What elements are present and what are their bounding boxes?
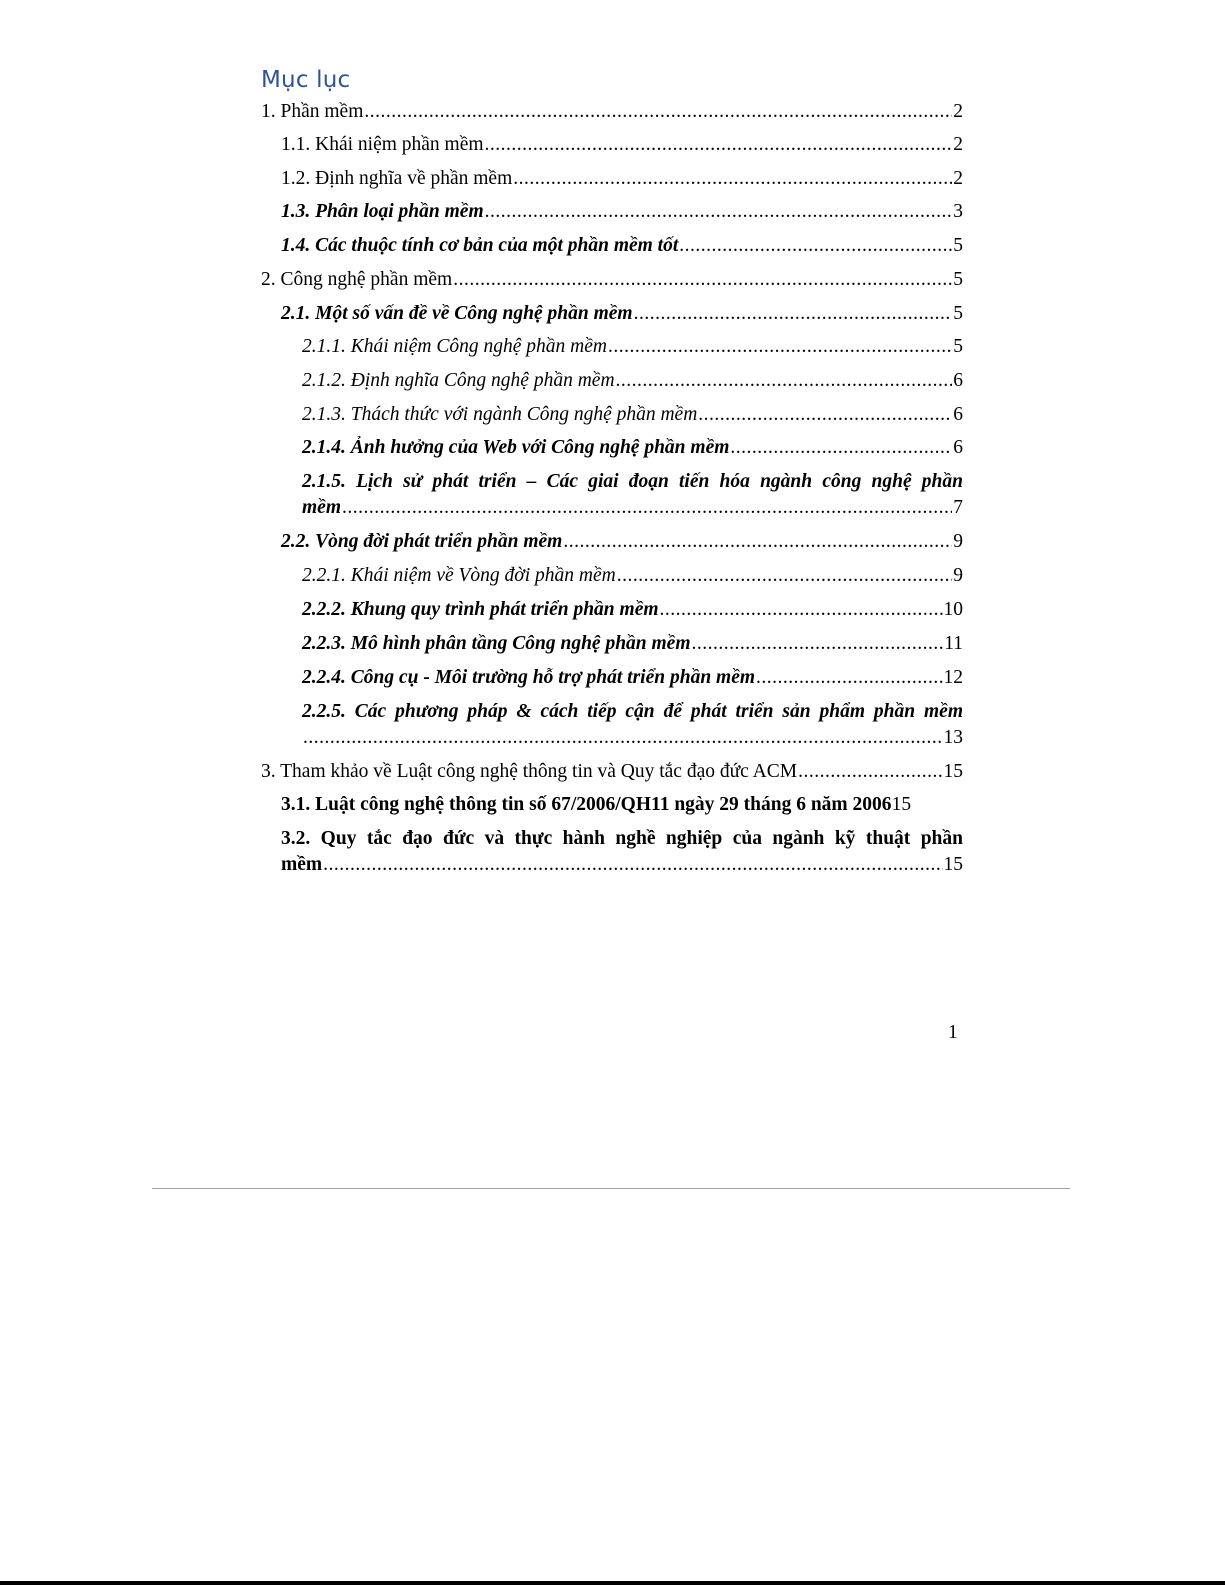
toc-entry-text: 2.2. Vòng đời phát triển phần mềm [281, 531, 563, 552]
page-number: 1 [948, 1022, 958, 1043]
toc-entry-page: 2 [953, 134, 963, 155]
toc-entry-text-continued: mềm [281, 854, 323, 875]
toc-title: Mục lục [261, 67, 351, 93]
dot-leader [756, 665, 942, 691]
toc-entry-page: 15 [943, 761, 963, 782]
toc-entry-text: 2.2.1. Khái niệm về Vòng đời phần mềm [302, 565, 616, 586]
dot-leader [730, 435, 952, 461]
toc-entry-text: 3. Tham khảo về Luật công nghệ thông tin và Quy tắc đạo đức ACM [261, 761, 798, 782]
toc-entry[interactable] [261, 166, 963, 192]
dot-leader [660, 597, 943, 623]
dot-leader [798, 759, 942, 785]
toc-entry[interactable] [261, 759, 963, 785]
toc-entry[interactable] [261, 334, 963, 360]
dot-leader [485, 132, 953, 158]
toc-entry-page: 10 [943, 599, 963, 620]
toc-entry-text: 2.1.3. Thách thức với ngành Công nghệ phần mềm [302, 404, 698, 425]
toc-entry-text-continued: mềm [302, 497, 341, 518]
dot-leader [692, 631, 944, 657]
dot-leader [342, 495, 952, 521]
toc-entry-text: 2.1.1. Khái niệm Công nghệ phần mềm [302, 336, 607, 357]
toc-entry-text: 2.1. Một số vấn đề về Công nghệ phần mềm [281, 303, 633, 324]
toc-entry[interactable] [261, 301, 963, 327]
dot-leader [616, 368, 953, 394]
dot-leader [513, 166, 952, 192]
toc-entry-page: 9 [953, 531, 963, 552]
dot-leader [364, 99, 952, 125]
toc-entry-text: 3.1. Luật công nghệ thông tin số 67/2006/QH11 ngày 29 tháng 6 năm 2006 [281, 794, 892, 815]
toc-entry-page: 7 [953, 497, 963, 518]
toc-entry[interactable] [261, 563, 963, 589]
toc-entry[interactable] [261, 402, 963, 428]
toc-entry[interactable] [261, 199, 963, 225]
toc-entry[interactable] [261, 631, 963, 657]
toc-entry-page: 9 [953, 565, 963, 586]
toc-entry[interactable] [261, 368, 963, 394]
toc-entry-text: 1.3. Phân loại phần mềm [281, 201, 484, 222]
toc-entry-page: 6 [953, 370, 963, 391]
toc-entry-text: 1. Phần mềm [261, 101, 364, 122]
toc-entry-page: 6 [953, 404, 963, 425]
toc-entry[interactable] [261, 267, 963, 293]
dot-leader [679, 233, 952, 259]
toc-entry-page: 12 [943, 667, 963, 688]
toc-entry-page: 5 [953, 303, 963, 324]
dot-leader [485, 199, 953, 225]
dot-leader [617, 563, 953, 589]
dot-leader [698, 402, 952, 428]
toc-entry-text: 2.2.3. Mô hình phân tầng Công nghệ phần mềm [302, 633, 691, 654]
toc-entry-text: 1.1. Khái niệm phần mềm [281, 134, 484, 155]
toc-entry[interactable] [261, 665, 963, 691]
toc-entry[interactable] [261, 529, 963, 555]
toc-entry-page: 3 [953, 201, 963, 222]
toc-entry[interactable] [261, 233, 963, 259]
toc-entry-page: 2 [953, 101, 963, 122]
toc-entry-page: 6 [953, 437, 963, 458]
toc-entry[interactable] [261, 435, 963, 461]
toc-entry-text: 1.4. Các thuộc tính cơ bản của một phần mềm tốt [281, 235, 679, 256]
toc-entry-text: 2.1.5. Lịch sử phát triển – Các giai đoạn tiến hóa ngành công nghệ phần [302, 471, 963, 492]
dot-leader [453, 267, 952, 293]
dot-leader [563, 529, 952, 555]
toc-entry-page: 13 [943, 727, 963, 748]
toc-entry[interactable] [261, 99, 963, 125]
toc-entry[interactable] [261, 132, 963, 158]
toc-entry-text: 2.1.2. Định nghĩa Công nghệ phần mềm [302, 370, 615, 391]
toc-entry-text: 2.1.4. Ảnh hưởng của Web với Công nghệ phần mềm [302, 437, 730, 458]
toc-entry-text: 2. Công nghệ phần mềm [261, 269, 453, 290]
toc-entry-page: 15 [943, 854, 963, 875]
toc-entry-text: 2.2.4. Công cụ - Môi trường hỗ trợ phát triển phần mềm [302, 667, 756, 688]
toc-entry-page: 11 [944, 633, 963, 654]
toc-entry-text: 3.2. Quy tắc đạo đức và thực hành nghề nghiệp của ngành kỹ thuật phần [281, 828, 963, 849]
dot-leader [303, 725, 943, 751]
toc-entry-text: 2.2.2. Khung quy trình phát triển phần mềm [302, 599, 659, 620]
dot-leader [634, 301, 953, 327]
toc-entry[interactable] [261, 597, 963, 623]
toc-entry[interactable] [261, 469, 963, 521]
page-break-divider [152, 1188, 1070, 1189]
toc-entry-page: 15 [891, 794, 912, 815]
toc-entry-page: 5 [953, 269, 963, 290]
bottom-edge-bar [0, 1581, 1225, 1585]
toc-entry[interactable] [261, 699, 963, 751]
dot-leader [323, 852, 942, 878]
toc-entry-page: 5 [953, 336, 963, 357]
toc-entry[interactable] [261, 792, 963, 818]
toc-entry-page: 2 [953, 168, 963, 189]
toc-entry-text: 1.2. Định nghĩa về phần mềm [281, 168, 513, 189]
dot-leader [608, 334, 952, 360]
toc-entry[interactable] [261, 826, 963, 878]
toc-entry-page: 5 [953, 235, 963, 256]
toc-entry-text: 2.2.5. Các phương pháp & cách tiếp cận để phát triển sản phẩm phần mềm [302, 701, 963, 722]
